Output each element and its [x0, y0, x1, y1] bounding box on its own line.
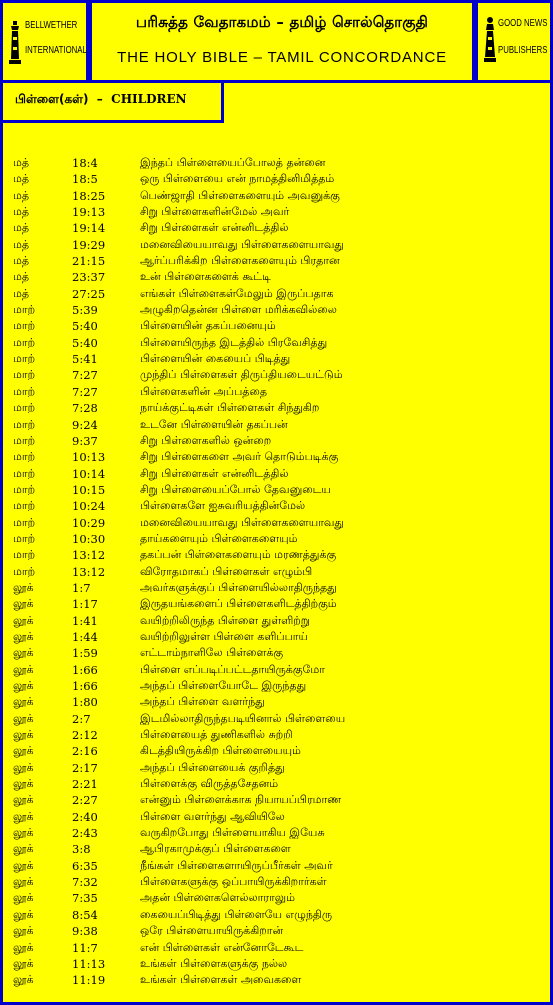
- entry-reference: 1:80: [72, 695, 98, 710]
- entry-text: ஒரே பிள்ளையாயிருக்கிறான்: [140, 924, 284, 938]
- entry-book: லூக்: [13, 809, 34, 823]
- entry-reference: 2:7: [72, 711, 91, 726]
- entry-book: மாற்: [13, 564, 36, 578]
- list-item: [13, 890, 543, 906]
- entry-reference: 21:15: [72, 254, 106, 269]
- entry-book: மாற்: [13, 335, 36, 349]
- list-item: [13, 400, 543, 416]
- entry-text: என் பிள்ளைகள் என்னோடேகூட: [140, 940, 304, 954]
- entry-book: மாற்: [13, 303, 36, 317]
- list-item: [13, 645, 543, 661]
- entry-text: பெண்ஜாதி பிள்ளைகளையும் அவனுக்கு: [140, 188, 340, 202]
- entry-book: மத்: [13, 221, 30, 235]
- entry-text: பிள்ளைகளே ஐசுவரியத்தின்மேல்: [140, 499, 306, 513]
- list-item: [13, 449, 543, 465]
- entry-text: இருதயங்களைப் பிள்ளைகளிடத்திற்கும்: [140, 597, 337, 611]
- title-tamil: பரிசுத்த வேதாகமம் – தமிழ் சொல்தொகுதி: [135, 13, 429, 31]
- entry-book: மாற்: [13, 401, 36, 415]
- list-item: [13, 417, 543, 433]
- good-news-logo: [475, 0, 553, 83]
- entry-book: மத்: [13, 172, 30, 186]
- entry-reference: 9:38: [72, 924, 98, 939]
- entry-book: மாற்: [13, 319, 36, 333]
- logo-left-line1: BELLWETHER: [25, 20, 78, 31]
- list-item: [13, 580, 543, 596]
- list-item: [13, 498, 543, 514]
- list-item: [13, 613, 543, 629]
- entry-text: பிள்ளையைத் துணிகளில் சுற்றி: [140, 728, 293, 742]
- entry-book: மத்: [13, 237, 30, 251]
- entry-reference: 18:5: [72, 172, 98, 187]
- entry-text: தாய்களையும் பிள்ளைகளையும்: [140, 531, 298, 545]
- entry-book: லூக்: [13, 907, 34, 921]
- entry-text: உன் பிள்ளைகளைக் கூட்டி: [140, 270, 271, 284]
- list-item: [13, 286, 543, 302]
- entry-book: மாற்: [13, 417, 36, 431]
- entry-reference: 7:28: [72, 401, 98, 416]
- entry-text: பிள்ளை எப்படிப்பட்டதாயிருக்குமோ: [140, 662, 325, 676]
- list-item: [13, 531, 543, 547]
- entry-reference: 1:44: [72, 629, 98, 644]
- entry-reference: 10:30: [72, 531, 106, 546]
- list-item: [13, 515, 543, 531]
- entry-text: வயிற்றிலிருந்த பிள்ளை துள்ளிற்று: [140, 613, 310, 627]
- entry-book: லூக்: [13, 826, 34, 840]
- entry-text: பிள்ளையின் கையைப் பிடித்து: [140, 352, 291, 366]
- entry-book: மாற்: [13, 433, 36, 447]
- entry-text: ஆபிரகாமுக்குப் பிள்ளைகளை: [140, 842, 291, 856]
- entry-text: பிள்ளைக்கு விருத்தசேதனம்: [140, 777, 279, 791]
- entry-reference: 11:13: [72, 956, 106, 971]
- entry-text: உடனே பிள்ளையின் தகப்பன்: [140, 417, 288, 431]
- title-banner: [89, 0, 475, 83]
- entry-text: அந்தப் பிள்ளையோடே இருந்தது: [140, 679, 307, 692]
- entry-text: எங்கள் பிள்ளைகள்மேலும் இருப்பதாக: [140, 286, 334, 300]
- entry-text: என்னும் பிள்ளைக்காக நியாயப்பிரமாண: [140, 793, 342, 807]
- list-item: [13, 809, 543, 825]
- entry-reference: 10:15: [72, 482, 106, 497]
- logo-left-line2: INTERNATIONAL: [25, 45, 87, 56]
- entry-reference: 7:27: [72, 384, 98, 399]
- entry-reference: 19:29: [72, 237, 106, 252]
- entry-reference: 2:40: [72, 809, 98, 824]
- entry-reference: 2:17: [72, 760, 98, 775]
- entry-reference: 8:54: [72, 907, 98, 922]
- list-item: [13, 466, 543, 482]
- entry-book: மாற்: [13, 450, 36, 464]
- entry-text: இடமில்லாதிருந்தபடியினால் பிள்ளையை: [140, 711, 346, 725]
- entry-reference: 2:21: [72, 777, 98, 792]
- entry-text: பிள்ளைகளின் அப்பத்தை: [140, 384, 267, 398]
- entry-book: லூக்: [13, 875, 34, 889]
- entry-book: மத்: [13, 270, 30, 284]
- list-item: [13, 204, 543, 220]
- logo-right-line2: PUBLISHERS: [498, 45, 548, 56]
- entry-reference: 18:4: [72, 156, 98, 170]
- entry-reference: 2:27: [72, 793, 98, 808]
- entry-book: லூக்: [13, 744, 34, 758]
- list-item: [13, 318, 543, 334]
- lighthouse-icon: [9, 21, 21, 65]
- list-item: [13, 253, 543, 269]
- entry-text: கையைப்பிடித்து பிள்ளையே எழுந்திரு: [140, 907, 333, 921]
- list-item: [13, 384, 543, 400]
- list-item: [13, 220, 543, 236]
- entry-text: சிறு பிள்ளையைப்போல் தேவனுடைய: [140, 482, 331, 496]
- entry-book: லூக்: [13, 842, 34, 856]
- entry-text: நீங்கள் பிள்ளைகளாயிருப்பீர்கள் அவர்: [140, 858, 333, 872]
- entry-book: மாற்: [13, 482, 36, 496]
- entry-reference: 11:19: [72, 973, 106, 988]
- entry-book: லூக்: [13, 956, 34, 970]
- entry-book: மத்: [13, 188, 30, 202]
- entry-reference: 7:27: [72, 368, 98, 383]
- list-item: [13, 858, 543, 874]
- list-item: [13, 841, 543, 857]
- entry-reference: 13:12: [72, 548, 106, 563]
- entry-text: நாய்க்குட்டிகள் பிள்ளைகள் சிந்துகிற: [140, 401, 320, 415]
- entry-book: மாற்: [13, 466, 36, 480]
- entry-reference: 10:29: [72, 515, 106, 530]
- list-item: [13, 760, 543, 776]
- entry-book: லூக்: [13, 891, 34, 905]
- list-item: [13, 694, 543, 710]
- entry-book: லூக்: [13, 613, 34, 627]
- entry-book: லூக்: [13, 793, 34, 807]
- entry-reference: 10:14: [72, 466, 106, 481]
- entry-text: மனைவியையாவது பிள்ளைகளையாவது: [140, 237, 344, 251]
- entry-book: லூக்: [13, 924, 34, 938]
- list-item: [13, 629, 543, 645]
- list-item: [13, 776, 543, 792]
- entry-book: மத்: [13, 286, 30, 300]
- entry-reference: 1:59: [72, 646, 98, 661]
- entry-book: லூக்: [13, 728, 34, 742]
- entry-book: மாற்: [13, 368, 36, 382]
- lighthouse-icon: [484, 17, 496, 63]
- entry-book: மத்: [13, 254, 30, 268]
- entry-text: உங்கள் பிள்ளைகள் அவைகளை: [140, 973, 302, 987]
- entry-reference: 3:8: [72, 842, 91, 857]
- entry-text: உங்கள் பிள்ளைகளுக்கு நல்ல: [140, 956, 288, 970]
- list-item: [13, 547, 543, 563]
- entry-text: ஆர்ப்பரிக்கிற பிள்ளைகளையும் பிரதான: [140, 254, 340, 268]
- entry-text: கிடத்தியிருக்கிற பிள்ளையையும்: [140, 744, 301, 758]
- entry-reference: 2:43: [72, 826, 98, 841]
- list-item: [13, 662, 543, 678]
- entry-text: சிறு பிள்ளைகளை அவர் தொடும்படிக்கு: [140, 450, 339, 464]
- entry-reference: 9:24: [72, 417, 98, 432]
- entry-reference: 19:14: [72, 221, 106, 236]
- entry-reference: 5:40: [72, 319, 98, 334]
- list-item: [13, 874, 543, 890]
- list-item: [13, 792, 543, 808]
- entry-reference: 18:25: [72, 188, 106, 203]
- entry-book: லூக்: [13, 679, 34, 692]
- list-item: [13, 335, 543, 351]
- entry-book: லூக்: [13, 711, 34, 725]
- heading-word-english: CHILDREN: [111, 92, 187, 106]
- list-item: [13, 433, 543, 449]
- entry-book: மாற்: [13, 352, 36, 366]
- heading-separator: –: [96, 92, 103, 106]
- logo-right-line1: GOOD NEWS: [498, 18, 548, 29]
- entry-text: ஒரு பிள்ளையை என் நாமத்தினிமித்தம்: [140, 172, 335, 186]
- entry-text: பிள்ளைகளுக்கு ஒப்பாயிருக்கிறார்கள்: [140, 875, 327, 889]
- entry-text: பிள்ளையின் தகப்பனையும்: [140, 319, 276, 333]
- entry-reference: 7:32: [72, 875, 98, 890]
- entry-text: அந்தப் பிள்ளை வளர்ந்து: [140, 695, 265, 709]
- concordance-list: [13, 155, 543, 989]
- list-item: [13, 482, 543, 498]
- entry-text: பிள்ளை வளர்ந்து ஆவியிலே: [140, 809, 285, 823]
- entry-text: சிறு பிள்ளைகள் என்னிடத்தில்: [140, 466, 289, 480]
- entry-text: அவர்களுக்குப் பிள்ளையில்லாதிருந்தது: [140, 580, 337, 594]
- entry-reference: 1:66: [72, 679, 98, 693]
- entry-reference: 2:12: [72, 728, 98, 743]
- entry-book: மத்: [13, 156, 30, 169]
- entry-text: விரோதமாகப் பிள்ளைகள் எழும்பி: [140, 564, 313, 578]
- list-item: [13, 907, 543, 923]
- entry-text: முந்திப் பிள்ளைகள் திருப்தியடையட்டும்: [140, 368, 343, 382]
- entry-book: லூக்: [13, 940, 34, 954]
- entry-reference: 6:35: [72, 858, 98, 873]
- entry-book: லூக்: [13, 973, 34, 987]
- bellwether-logo: [0, 0, 89, 83]
- entry-reference: 5:39: [72, 303, 98, 318]
- entry-text: அந்தப் பிள்ளையைக் குறித்து: [140, 760, 285, 774]
- entry-book: மாற்: [13, 531, 36, 545]
- list-item: [13, 743, 543, 759]
- entry-book: லூக்: [13, 858, 34, 872]
- entry-reference: 11:7: [72, 940, 98, 955]
- entry-reference: 10:13: [72, 450, 106, 465]
- entry-text: அதன் பிள்ளைகளெல்லாராலும்: [140, 891, 295, 905]
- section-heading: [0, 83, 224, 123]
- title-english: THE HOLY BIBLE – TAMIL CONCORDANCE: [117, 49, 447, 66]
- entry-reference: 1:7: [72, 580, 91, 595]
- entry-text: இந்தப் பிள்ளையைப்போலத் தன்னை: [140, 156, 326, 169]
- entry-reference: 1:66: [72, 662, 98, 677]
- list-item: [13, 237, 543, 253]
- list-item: [13, 367, 543, 383]
- entry-reference: 7:35: [72, 891, 98, 906]
- list-item: [13, 351, 543, 367]
- entry-book: லூக்: [13, 580, 34, 594]
- list-item: [13, 302, 543, 318]
- entry-book: லூக்: [13, 760, 34, 774]
- entry-book: மாற்: [13, 548, 36, 562]
- entry-reference: 10:24: [72, 499, 106, 514]
- entry-text: மனைவியையாவது பிள்ளைகளையாவது: [140, 515, 344, 529]
- entry-text: சிறு பிள்ளைகள் என்னிடத்தில்: [140, 221, 289, 235]
- entry-book: மத்: [13, 205, 30, 219]
- entry-text: சிறு பிள்ளைகளில் ஒன்றை: [140, 433, 272, 447]
- entry-book: மாற்: [13, 384, 36, 398]
- list-item: [13, 564, 543, 580]
- entry-book: மாற்: [13, 499, 36, 513]
- entry-reference: 13:12: [72, 564, 106, 579]
- list-item: [13, 972, 543, 988]
- entry-text: சிறு பிள்ளைகளின்மேல் அவர்: [140, 205, 290, 219]
- list-item: [13, 940, 543, 956]
- list-item: [13, 711, 543, 727]
- entry-reference: 1:17: [72, 597, 98, 612]
- entry-reference: 27:25: [72, 286, 106, 301]
- list-item: [13, 171, 543, 187]
- list-item: [13, 923, 543, 939]
- list-item: [13, 825, 543, 841]
- entry-text: அழுகிறதென்ன பிள்ளை மரிக்கவில்லை: [140, 303, 337, 317]
- heading-word-tamil: பிள்ளை(கள்): [15, 92, 89, 106]
- entry-reference: 2:16: [72, 744, 98, 759]
- list-item: [13, 155, 543, 171]
- list-item: [13, 956, 543, 972]
- entry-text: எட்டாம்நாளிலே பிள்ளைக்கு: [140, 646, 284, 660]
- entry-text: தகப்பன் பிள்ளைகளையும் மரணத்துக்கு: [140, 548, 337, 562]
- entry-book: லூக்: [13, 597, 34, 611]
- entry-text: வயிற்றிலுள்ள பிள்ளை களிப்பாய்: [140, 629, 308, 643]
- entry-book: மாற்: [13, 515, 36, 529]
- entry-book: லூக்: [13, 695, 34, 709]
- entry-book: லூக்: [13, 777, 34, 791]
- entry-text: வருகிறபோது பிள்ளையாகிய இயேசு: [140, 826, 325, 840]
- entry-book: லூக்: [13, 629, 34, 643]
- entry-reference: 23:37: [72, 270, 106, 285]
- entry-book: லூக்: [13, 662, 34, 676]
- list-item: [13, 727, 543, 743]
- entry-book: லூக்: [13, 646, 34, 660]
- list-item: [13, 596, 543, 612]
- entry-reference: 19:13: [72, 205, 106, 220]
- entry-text: பிள்ளையிருந்த இடத்தில் பிரவேசித்து: [140, 335, 328, 349]
- list-item: [13, 269, 543, 285]
- list-item: [13, 678, 543, 694]
- list-item: [13, 188, 543, 204]
- entry-reference: 5:40: [72, 335, 98, 350]
- entry-reference: 5:41: [72, 352, 98, 367]
- entry-reference: 1:41: [72, 613, 98, 628]
- entry-reference: 9:37: [72, 433, 98, 448]
